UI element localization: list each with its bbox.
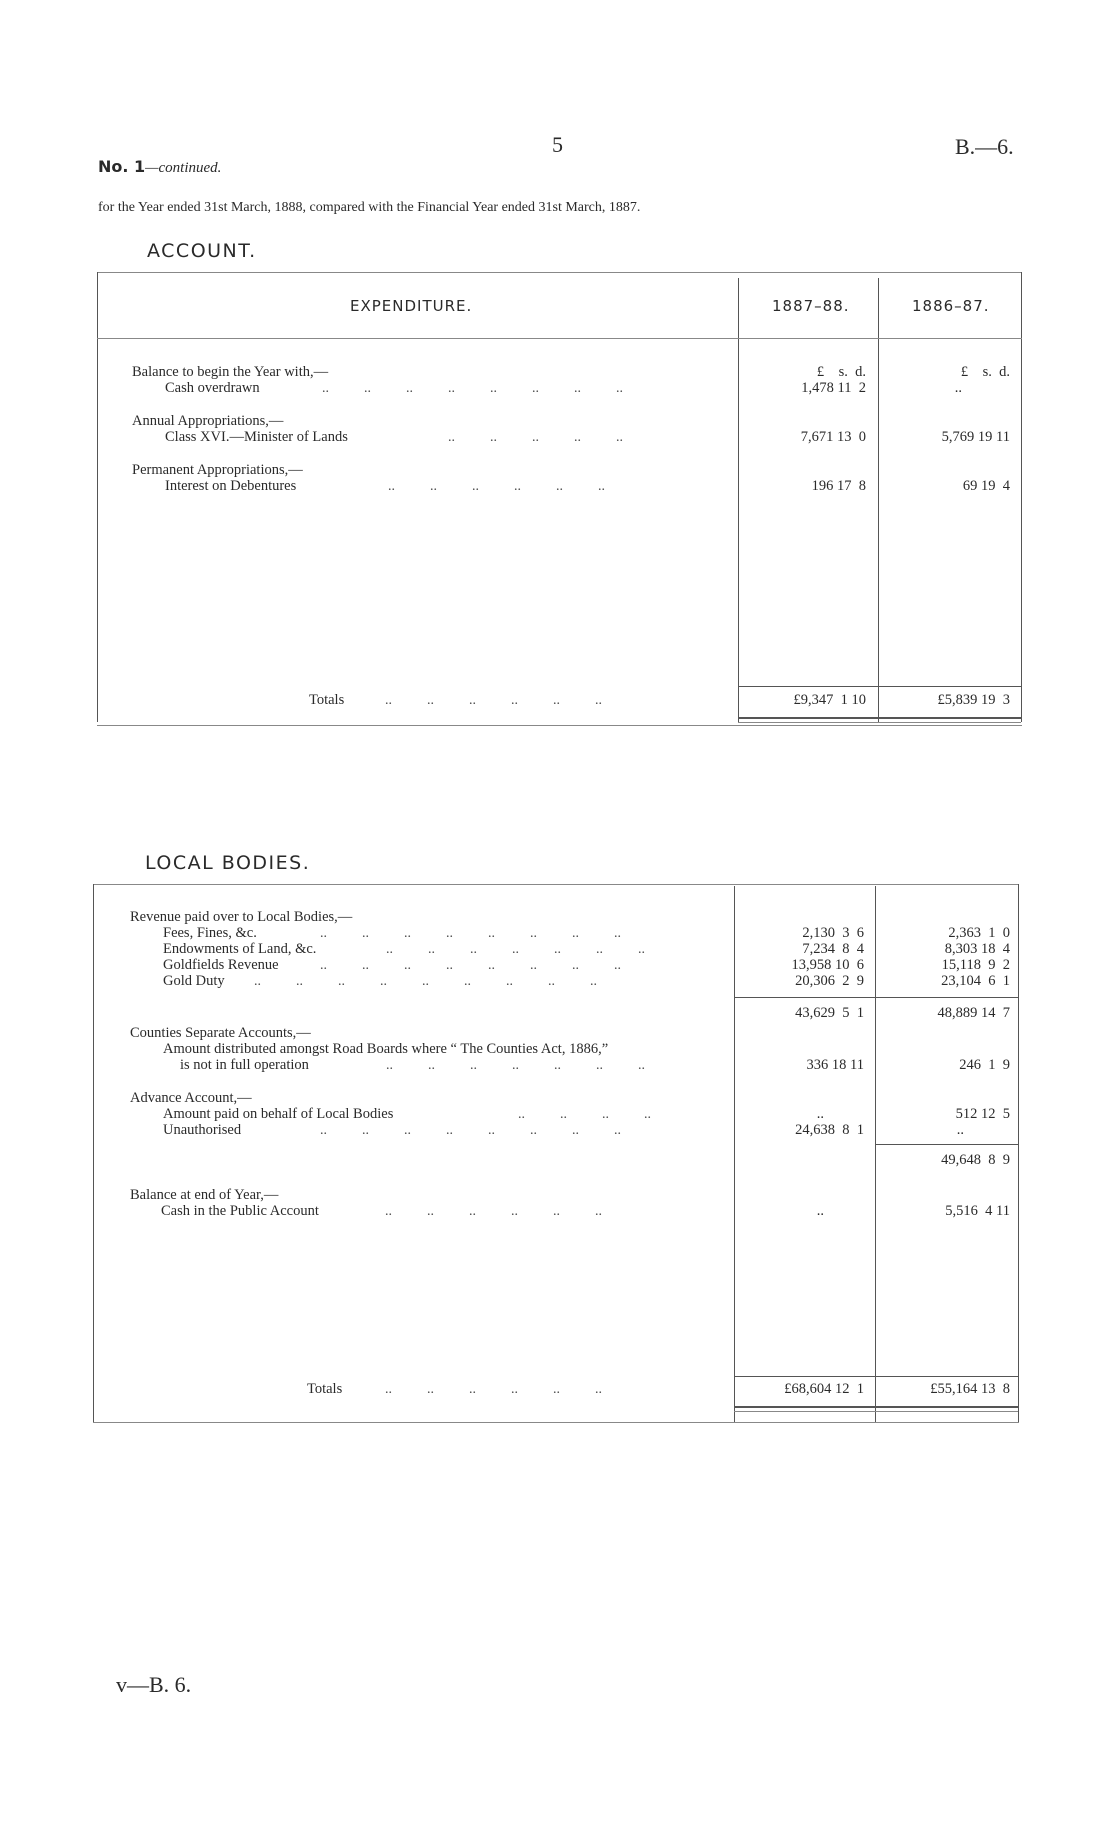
account-title: ACCOUNT.	[147, 240, 257, 262]
advance-account-label: Advance Account,—	[130, 1090, 252, 1106]
counties-1886-87: 246 1 9	[959, 1057, 1010, 1073]
local-bodies-title: LOCAL BODIES.	[145, 852, 311, 874]
endowments-1887-88: 7,234 8 4	[802, 941, 864, 957]
local-totals-label: Totals	[307, 1381, 343, 1397]
counties-amount-label: Amount distributed amongst Road Boards where “ The Counties Act, 1886,”	[163, 1041, 609, 1057]
gold-duty-1886-87: 23,104 6 1	[941, 973, 1010, 989]
account-total-1887-88: £9,347 1 10	[793, 692, 866, 708]
table-caption: for the Year ended 31st March, 1888, compared with the Financial Year ended 31st March, 1887.	[98, 200, 641, 215]
leader-dots: .. .. .. .. .. ..	[388, 479, 605, 494]
fees-fines-label: Fees, Fines, &c.	[163, 925, 257, 941]
unauthorised-label: Unauthorised	[163, 1122, 242, 1138]
local-total-1887-88: £68,604 12 1	[784, 1381, 864, 1397]
revenue-subtotal-1887-88: 43,629 5 1	[795, 1005, 864, 1021]
interest-debentures-1887-88: 196 17 8	[811, 478, 866, 494]
signature-mark: v—B. 6.	[116, 1672, 192, 1697]
amount-paid-1886-87: 512 12 5	[955, 1106, 1010, 1122]
amount-paid-1887-88: ..	[816, 1106, 824, 1122]
goldfields-revenue-1886-87: 15,118 9 2	[941, 957, 1010, 973]
permanent-appropriations-label: Permanent Appropriations,—	[132, 462, 303, 478]
leader-dots: .. .. .. .. .. .. .. ..	[320, 926, 621, 941]
unauthorised-1887-88: 24,638 8 1	[795, 1122, 864, 1138]
interest-debentures-1886-87: 69 19 4	[962, 478, 1010, 494]
counties-accounts-label: Counties Separate Accounts,—	[130, 1025, 311, 1041]
leader-dots: .. .. .. .. ..	[448, 430, 623, 445]
currency-units-1887-88: £ s. d.	[816, 364, 866, 380]
cash-overdrawn-label: Cash overdrawn	[165, 380, 260, 396]
gold-duty-label: Gold Duty	[163, 973, 225, 989]
table-number: No. 1	[98, 157, 146, 176]
leader-dots: .. .. .. ..	[518, 1107, 651, 1122]
leader-dots: .. .. .. .. .. .. .. ..	[320, 1123, 621, 1138]
leader-dots: .. .. .. .. .. .. .. ..	[320, 958, 621, 973]
amount-paid-label: Amount paid on behalf of Local Bodies	[163, 1106, 394, 1122]
leader-dots: .. .. .. .. .. .. ..	[386, 942, 645, 957]
gold-duty-1887-88: 20,306 2 9	[795, 973, 864, 989]
account-totals-label: Totals	[309, 692, 345, 708]
cash-public-account-1886-87: 5,516 4 11	[945, 1203, 1010, 1219]
class-xvi-1887-88: 7,671 13 0	[800, 429, 866, 445]
year-1886-87-header: 1886–87.	[912, 297, 990, 315]
revenue-local-bodies-label: Revenue paid over to Local Bodies,—	[130, 909, 353, 925]
counties-1887-88: 336 18 11	[806, 1057, 864, 1073]
cash-overdrawn-1886-87: ..	[954, 380, 962, 396]
advance-subtotal-1886-87: 49,648 8 9	[941, 1152, 1010, 1168]
expenditure-column-header: EXPENDITURE.	[350, 297, 473, 315]
goldfields-revenue-1887-88: 13,958 10 6	[791, 957, 864, 973]
leader-dots: .. .. .. .. .. ..	[385, 1382, 602, 1397]
balance-begin-label: Balance to begin the Year with,—	[132, 364, 329, 380]
endowments-1886-87: 8,303 18 4	[944, 941, 1010, 957]
account-total-1886-87: £5,839 19 3	[937, 692, 1010, 708]
leader-dots: .. .. .. .. .. ..	[385, 1204, 602, 1219]
counties-operation-label: is not in full operation	[180, 1057, 309, 1073]
goldfields-revenue-label: Goldfields Revenue	[163, 957, 279, 973]
page-number: 5	[552, 132, 563, 157]
continuation-heading	[98, 157, 221, 177]
interest-debentures-label: Interest on Debentures	[165, 478, 297, 494]
cash-public-account-1887-88: ..	[816, 1203, 824, 1219]
cash-overdrawn-1887-88: 1,478 11 2	[801, 380, 866, 396]
unauthorised-1886-87: ..	[956, 1122, 964, 1138]
revenue-subtotal-1886-87: 48,889 14 7	[937, 1005, 1010, 1021]
leader-dots: .. .. .. .. .. ..	[385, 693, 602, 708]
local-total-1886-87: £55,164 13 8	[930, 1381, 1010, 1397]
endowments-label: Endowments of Land, &c.	[163, 941, 317, 957]
annual-appropriations-label: Annual Appropriations,—	[132, 413, 284, 429]
class-xvi-label: Class XVI.—Minister of Lands	[165, 429, 348, 445]
leader-dots: .. .. .. .. .. .. .. ..	[322, 381, 623, 396]
fees-fines-1886-87: 2,363 1 0	[948, 925, 1010, 941]
balance-end-label: Balance at end of Year,—	[130, 1187, 279, 1203]
currency-units-1886-87: £ s. d.	[960, 364, 1010, 380]
document-reference: B.—6.	[955, 134, 1014, 159]
year-1887-88-header: 1887–88.	[772, 297, 850, 315]
leader-dots: .. .. .. .. .. .. ..	[386, 1058, 645, 1073]
fees-fines-1887-88: 2,130 3 6	[802, 925, 864, 941]
cash-public-account-label: Cash in the Public Account	[161, 1203, 319, 1219]
class-xvi-1886-87: 5,769 19 11	[941, 429, 1010, 445]
continued-label: —continued.	[145, 160, 222, 176]
leader-dots: .. .. .. .. .. .. .. .. ..	[254, 974, 597, 989]
